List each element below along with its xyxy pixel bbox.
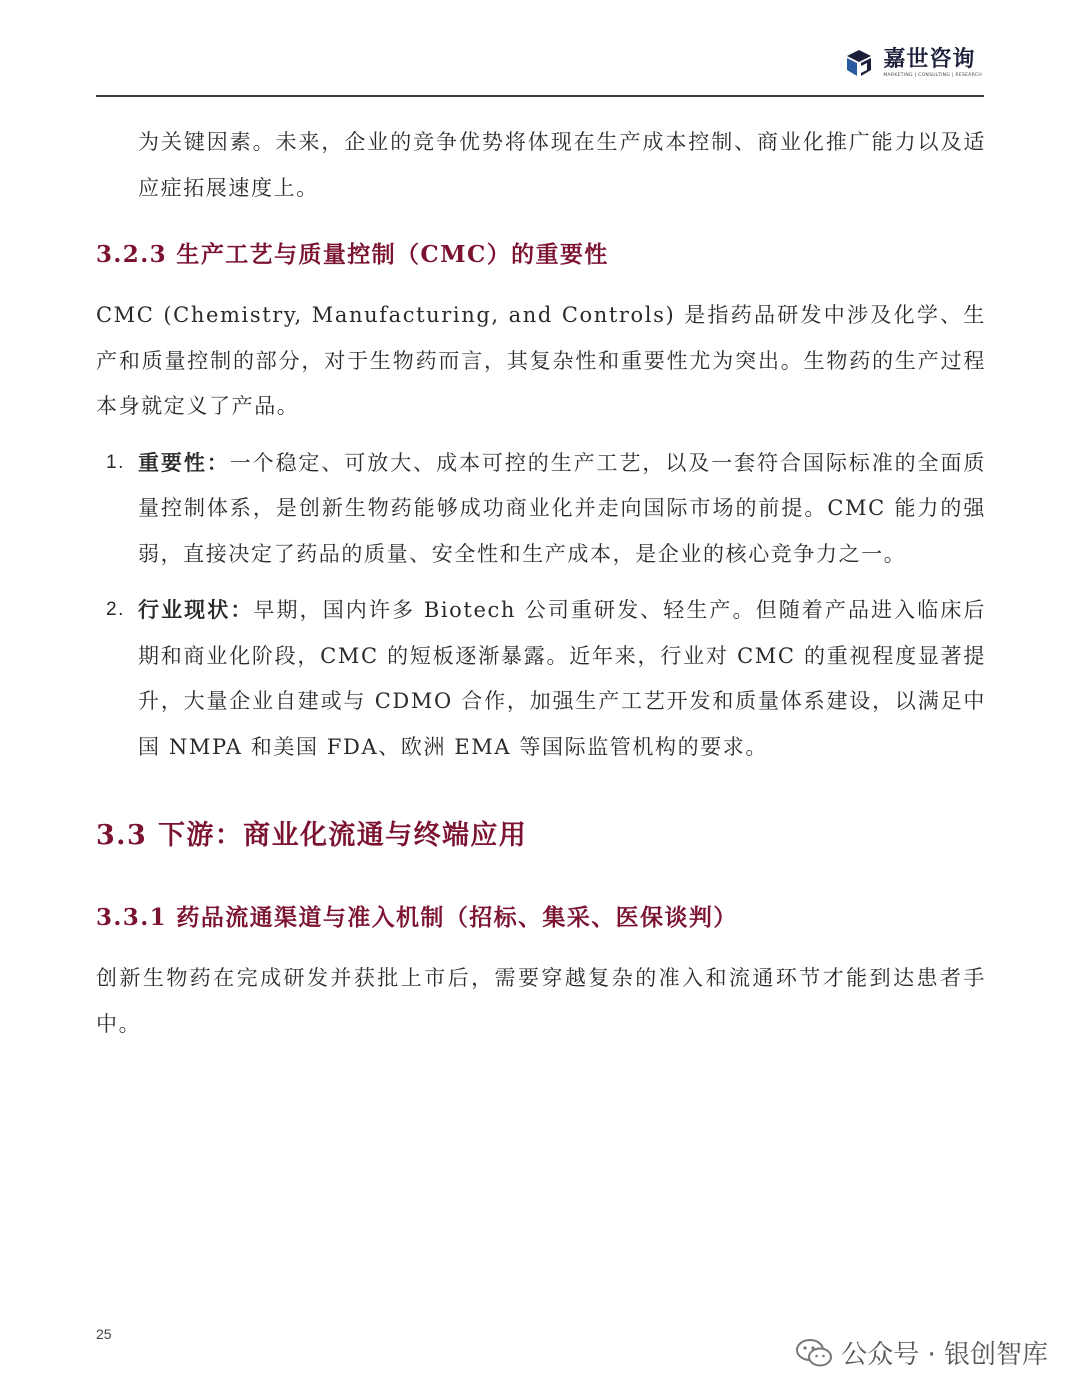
cmc-paragraph: CMC (Chemistry, Manufacturing, and Controls) 是指药品研发中涉及化学、生产和质量控制的部分，对于生物药而言，其复杂性和重要性尤为突出。生物药的生产过程本身就定义了产品。 bbox=[96, 303, 986, 418]
logo-tagline: MARKETING | CONSULTING | RESEARCH bbox=[883, 73, 982, 78]
section-3-3-1-heading: 3.3.1 药品流通渠道与准入机制（招标、集采、医保谈判） bbox=[96, 904, 738, 931]
section-3-3-heading: 3.3 下游：商业化流通与终端应用 bbox=[96, 820, 528, 851]
logo-name: 嘉世咨询 bbox=[883, 47, 976, 72]
list-item-lead: 行业现状： bbox=[138, 597, 254, 622]
header-divider bbox=[96, 95, 984, 97]
list-item-text: 一个稳定、可放大、成本可控的生产工艺，以及一套符合国际标准的全面质量控制体系，是创新生物药能够成功商业化并走向国际市场的前提。CMC 能力的强弱，直接决定了药品的质量、安全性和生产成本，是企业的核心竞争力之一。 bbox=[138, 450, 987, 566]
cmc-list bbox=[96, 440, 986, 771]
brand-logo bbox=[843, 48, 982, 80]
list-item bbox=[96, 587, 986, 770]
list-number: 2. bbox=[106, 599, 126, 620]
watermark bbox=[795, 1334, 1048, 1371]
logo-mark-icon bbox=[843, 48, 875, 80]
list-item-lead: 重要性： bbox=[138, 449, 230, 475]
list-number: 1. bbox=[106, 451, 126, 473]
intro-paragraph: 为关键因素。未来，企业的竞争优势将体现在生产成本控制、商业化推广能力以及适应症拓展速度上。 bbox=[138, 130, 986, 200]
list-item bbox=[96, 440, 986, 578]
distribution-paragraph: 创新生物药在完成研发并获批上市后，需要穿越复杂的准入和流通环节才能到达患者手中。 bbox=[96, 966, 986, 1036]
wechat-icon bbox=[795, 1337, 833, 1369]
watermark-text: 公众号 · 银创智库 bbox=[841, 1340, 1048, 1370]
page-content bbox=[96, 120, 986, 1047]
page-number: 25 bbox=[96, 1326, 112, 1342]
list-item-text: 早期，国内许多 Biotech 公司重研发、轻生产。但随着产品进入临床后期和商业化阶段，CMC 的短板逐渐暴露。近年来，行业对 CMC 的重视程度显著提升，大量企业自建或与 CDMO 合作，加强生产工艺开发和质量体系建设，以满足中国 NMPA 和美国 FDA、欧洲 EMA 等国际监管机构的要求。 bbox=[138, 598, 987, 759]
section-3-2-3-heading: 3.2.3 生产工艺与质量控制（CMC）的重要性 bbox=[96, 241, 609, 268]
